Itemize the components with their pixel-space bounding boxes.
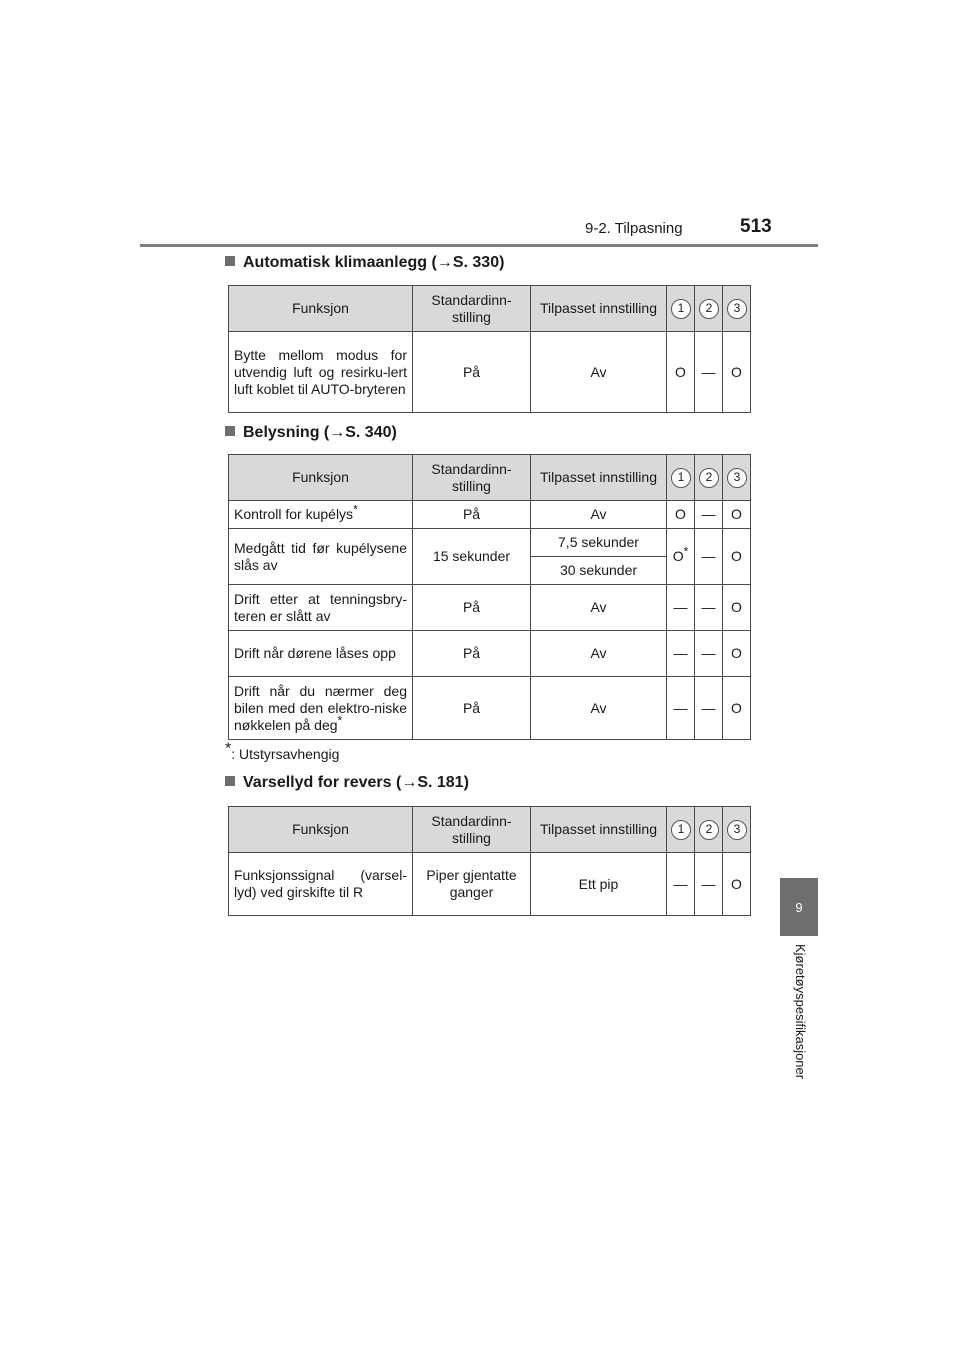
col-setting-1 — [667, 807, 695, 853]
cell-2: — — [695, 529, 723, 585]
number-3-icon: 3 — [727, 820, 747, 840]
cell-function: Bytte mellom modus for utvendig luft og resirku-lert luft koblet til AUTO-bryteren — [229, 332, 413, 413]
page-number: 513 — [740, 216, 772, 237]
header-section: 9-2. Tilpasning — [585, 220, 683, 237]
footnote: *: Utstyrsavhengig — [225, 740, 340, 762]
table-row — [229, 631, 751, 677]
col-setting-2 — [695, 455, 723, 501]
cell-3: O — [723, 631, 751, 677]
table-reverse-sound — [228, 806, 751, 916]
table-row — [229, 585, 751, 631]
cell-custom: Ett pip — [531, 853, 667, 916]
number-1-icon: 1 — [671, 299, 691, 319]
cell-1: O — [667, 501, 695, 529]
footnote-star-icon: * — [353, 502, 358, 517]
chapter-tab: 9 — [780, 878, 818, 936]
cell-2: — — [695, 631, 723, 677]
number-2-icon: 2 — [699, 820, 719, 840]
section-title-reverse-sound: Varsellyd for revers (→S. 181) — [225, 774, 469, 792]
table-row — [229, 501, 751, 529]
page-ref: S. 340) — [345, 424, 397, 441]
table-row — [229, 853, 751, 916]
col-setting-2 — [695, 807, 723, 853]
cell-custom-option-a: 7,5 sekunder — [531, 529, 667, 557]
number-3-icon: 3 — [727, 299, 747, 319]
cell-default: På — [413, 332, 531, 413]
cell-1: — — [667, 585, 695, 631]
col-setting-1 — [667, 455, 695, 501]
cell-default: Piper gjentatte ganger — [413, 853, 531, 916]
cell-function: Kontroll for kupélys* — [229, 501, 413, 529]
number-1-icon: 1 — [671, 820, 691, 840]
col-setting-3 — [723, 455, 751, 501]
col-default: Standardinn-stilling — [413, 807, 531, 853]
cell-3: O — [723, 853, 751, 916]
number-1-icon: 1 — [671, 468, 691, 488]
cell-3: O — [723, 332, 751, 413]
footnote-star-icon: * — [225, 740, 232, 758]
section-title-climate: Automatisk klimaanlegg (→S. 330) — [225, 254, 504, 272]
col-function: Funksjon — [229, 286, 413, 332]
cell-default: På — [413, 585, 531, 631]
cell-3: O — [723, 585, 751, 631]
cell-function: Drift når du nærmer deg bilen med den elektro-niske nøkkelen på deg* — [229, 677, 413, 740]
cell-function: Funksjonssignal (varsel-lyd) ved girskifte til R — [229, 853, 413, 916]
cell-default: På — [413, 677, 531, 740]
number-2-icon: 2 — [699, 299, 719, 319]
col-custom: Tilpasset innstilling — [531, 455, 667, 501]
chapter-title: Kjøretøyspesifikasjoner — [793, 944, 808, 1080]
cell-default: På — [413, 631, 531, 677]
cell-default: 15 sekunder — [413, 529, 531, 585]
header-rule — [140, 244, 818, 247]
cell-function: Medgått tid før kupélysene slås av — [229, 529, 413, 585]
number-2-icon: 2 — [699, 468, 719, 488]
cell-custom: Av — [531, 501, 667, 529]
cell-2: — — [695, 585, 723, 631]
cell-1: — — [667, 631, 695, 677]
cell-3: O — [723, 501, 751, 529]
table-row — [229, 677, 751, 740]
arrow-icon: → — [436, 254, 453, 271]
col-default: Standardinn-stilling — [413, 286, 531, 332]
col-function: Funksjon — [229, 807, 413, 853]
table-row — [229, 332, 751, 413]
bullet-square-icon — [225, 256, 235, 266]
cell-default: På — [413, 501, 531, 529]
bullet-square-icon — [225, 426, 235, 436]
bullet-square-icon — [225, 776, 235, 786]
page-ref: S. 181) — [417, 774, 469, 791]
col-default: Standardinn-stilling — [413, 455, 531, 501]
cell-custom: Av — [531, 677, 667, 740]
col-setting-1 — [667, 286, 695, 332]
arrow-icon: → — [401, 774, 418, 791]
table-row — [229, 529, 751, 557]
table-climate — [228, 285, 751, 413]
cell-2: — — [695, 332, 723, 413]
cell-2: — — [695, 501, 723, 529]
col-setting-3 — [723, 807, 751, 853]
col-custom: Tilpasset innstilling — [531, 807, 667, 853]
cell-custom: Av — [531, 631, 667, 677]
number-3-icon: 3 — [727, 468, 747, 488]
cell-1: O — [667, 332, 695, 413]
col-setting-2 — [695, 286, 723, 332]
cell-2: — — [695, 853, 723, 916]
cell-3: O — [723, 677, 751, 740]
cell-1: — — [667, 853, 695, 916]
cell-3: O — [723, 529, 751, 585]
footnote-star-icon: * — [337, 712, 343, 727]
cell-1: O* — [667, 529, 695, 585]
arrow-icon: → — [329, 424, 346, 441]
col-function: Funksjon — [229, 455, 413, 501]
cell-function: Drift når dørene låses opp — [229, 631, 413, 677]
cell-custom-option-b: 30 sekunder — [531, 557, 667, 585]
cell-custom: Av — [531, 332, 667, 413]
section-title-lighting: Belysning (→S. 340) — [225, 424, 397, 442]
table-lighting — [228, 454, 751, 740]
col-setting-3 — [723, 286, 751, 332]
cell-1: — — [667, 677, 695, 740]
cell-custom: Av — [531, 585, 667, 631]
footnote-star-icon: * — [683, 544, 689, 559]
col-custom: Tilpasset innstilling — [531, 286, 667, 332]
cell-2: — — [695, 677, 723, 740]
page-ref: S. 330) — [452, 254, 505, 271]
cell-function: Drift etter at tenningsbry-teren er slått av — [229, 585, 413, 631]
